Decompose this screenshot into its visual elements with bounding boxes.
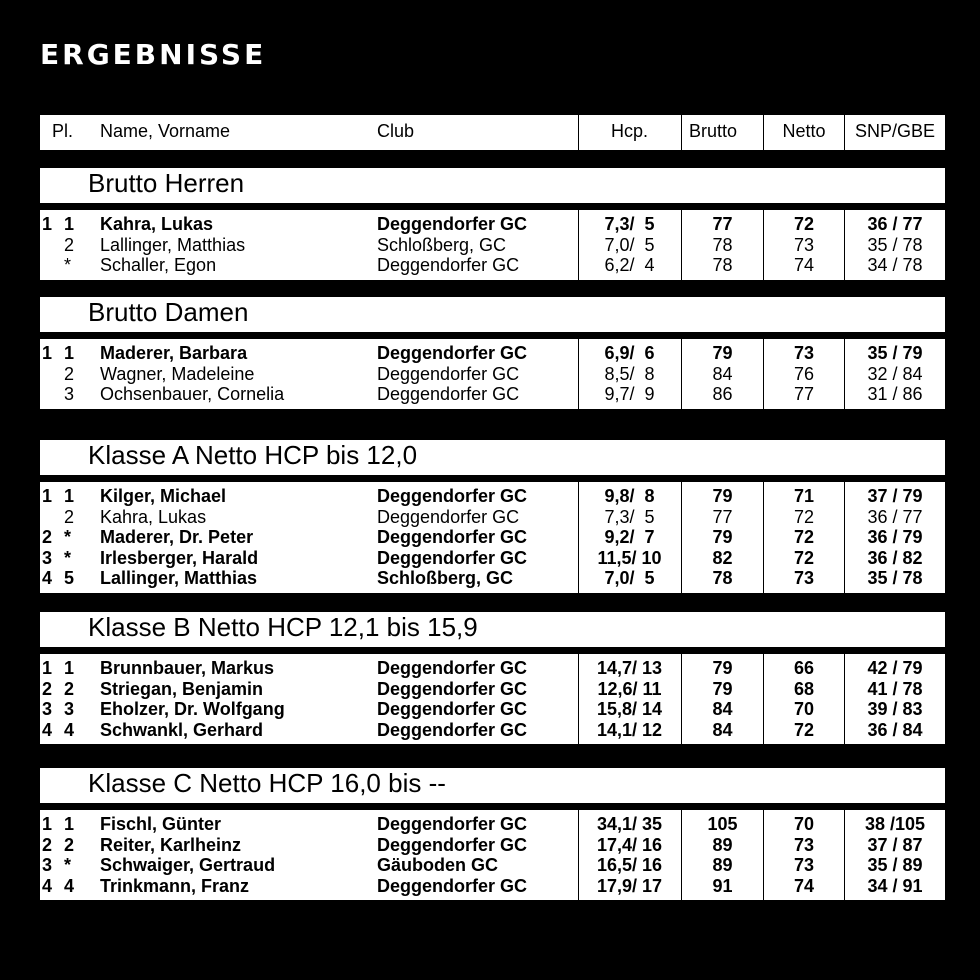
- col-snp: SNP/GBE: [854, 121, 936, 141]
- rank-cell: 2: [42, 834, 53, 855]
- brutto-score: 79: [712, 658, 733, 678]
- place-cell: 2: [64, 363, 75, 384]
- section-title-bar: [40, 768, 945, 803]
- club-name: Deggendorfer GC: [377, 834, 528, 855]
- hcp-value: 12,6/ 11: [597, 678, 662, 699]
- brutto-score: 91: [712, 875, 733, 896]
- hcp-value: 8,5/ 8: [604, 363, 655, 384]
- netto-score: 70: [793, 699, 815, 719]
- col-pl: Pl.: [52, 121, 74, 141]
- snp-gbe-value: 39 / 83: [867, 699, 923, 719]
- club-name: Deggendorfer GC: [377, 384, 520, 404]
- page-title: ERGEBNISSE: [40, 38, 267, 71]
- netto-score: 71: [793, 486, 815, 506]
- place-cell: 1: [64, 343, 75, 363]
- snp-gbe-value: 37 / 87: [867, 834, 923, 855]
- club-name: Deggendorfer GC: [377, 527, 528, 547]
- snp-gbe-value: 36 / 77: [867, 506, 923, 527]
- place-cell: *: [64, 527, 72, 547]
- results-table: [40, 810, 945, 900]
- netto-score: 73: [793, 568, 815, 588]
- snp-gbe-value: 36 / 84: [867, 719, 923, 740]
- player-name: Lallinger, Matthias: [100, 568, 258, 588]
- netto-score: 73: [793, 834, 815, 855]
- netto-score: 72: [793, 214, 815, 234]
- rank-cell: 4: [42, 875, 53, 896]
- brutto-score: 77: [712, 214, 733, 234]
- hcp-value: 34,1/ 35: [596, 814, 663, 834]
- results-table: [40, 482, 945, 593]
- hcp-value: 14,1/ 12: [596, 719, 663, 740]
- brutto-score: 84: [712, 719, 733, 740]
- club-name: Gäuboden GC: [377, 855, 498, 875]
- place-cell: *: [64, 855, 72, 875]
- table-row: [40, 699, 945, 720]
- player-name: Reiter, Karlheinz: [100, 834, 242, 855]
- divider: [578, 115, 579, 150]
- player-name: Lallinger, Matthias: [100, 234, 246, 255]
- brutto-score: 86: [712, 384, 733, 404]
- hcp-value: 7,0/ 5: [604, 568, 655, 588]
- section-title-bar: [40, 297, 945, 332]
- snp-gbe-value: 34 / 91: [867, 875, 923, 896]
- snp-gbe-value: 34 / 78: [867, 255, 923, 275]
- table-row: [40, 486, 945, 507]
- rank-cell: 3: [42, 547, 53, 568]
- club-name: Deggendorfer GC: [377, 506, 520, 527]
- brutto-score: 78: [712, 234, 733, 255]
- player-name: Fischl, Günter: [100, 814, 222, 834]
- club-name: Deggendorfer GC: [377, 875, 528, 896]
- netto-score: 76: [793, 363, 815, 384]
- section-title-bar: [40, 168, 945, 203]
- netto-score: 77: [793, 384, 815, 404]
- place-cell: 2: [64, 234, 75, 255]
- place-cell: 1: [64, 814, 75, 834]
- netto-score: 74: [793, 875, 815, 896]
- section-title: Klasse B Netto HCP 12,1 bis 15,9: [88, 612, 478, 642]
- hcp-value: 17,4/ 16: [596, 834, 663, 855]
- club-name: Deggendorfer GC: [377, 214, 528, 234]
- table-row: [40, 548, 945, 569]
- col-brutto: Brutto: [688, 121, 738, 141]
- player-name: Kahra, Lukas: [100, 214, 214, 234]
- player-name: Schwaiger, Gertraud: [100, 855, 276, 875]
- section-title: Klasse C Netto HCP 16,0 bis --: [88, 768, 446, 798]
- place-cell: 2: [64, 678, 75, 699]
- brutto-score: 77: [712, 506, 733, 527]
- section-title-bar: [40, 440, 945, 475]
- player-name: Maderer, Barbara: [100, 343, 248, 363]
- rank-cell: 1: [42, 343, 53, 363]
- player-name: Maderer, Dr. Peter: [100, 527, 254, 547]
- snp-gbe-value: 35 / 89: [867, 855, 923, 875]
- rank-cell: 3: [42, 855, 53, 875]
- player-name: Kilger, Michael: [100, 486, 227, 506]
- section-title-bar: [40, 612, 945, 647]
- brutto-score: 78: [712, 568, 733, 588]
- snp-gbe-value: 42 / 79: [867, 658, 923, 678]
- place-cell: 5: [64, 568, 75, 588]
- place-cell: 1: [64, 214, 75, 234]
- club-name: Deggendorfer GC: [377, 363, 520, 384]
- player-name: Schaller, Egon: [100, 255, 217, 275]
- netto-score: 66: [793, 658, 815, 678]
- hcp-value: 14,7/ 13: [596, 658, 663, 678]
- col-hcp: Hcp.: [610, 121, 648, 141]
- netto-score: 74: [793, 255, 815, 275]
- hcp-value: 17,9/ 17: [596, 875, 663, 896]
- brutto-score: 79: [712, 343, 733, 363]
- netto-score: 73: [793, 855, 815, 875]
- snp-gbe-value: 41 / 78: [867, 678, 923, 699]
- hcp-value: 9,2/ 7: [604, 527, 655, 547]
- table-row: [40, 235, 945, 256]
- col-name: Name, Vorname: [100, 121, 231, 141]
- hcp-value: 16,5/ 16: [596, 855, 663, 875]
- section-title: Brutto Damen: [88, 297, 249, 327]
- player-name: Irlesberger, Harald: [100, 547, 259, 568]
- netto-score: 72: [793, 547, 815, 568]
- snp-gbe-value: 37 / 79: [867, 486, 923, 506]
- player-name: Kahra, Lukas: [100, 506, 207, 527]
- table-row: [40, 835, 945, 856]
- place-cell: 3: [64, 384, 75, 404]
- club-name: Deggendorfer GC: [377, 678, 528, 699]
- snp-gbe-value: 36 / 79: [867, 527, 923, 547]
- snp-gbe-value: 31 / 86: [867, 384, 923, 404]
- divider: [681, 115, 682, 150]
- player-name: Brunnbauer, Markus: [100, 658, 275, 678]
- col-club: Club: [377, 121, 415, 141]
- brutto-score: 89: [712, 834, 733, 855]
- club-name: Deggendorfer GC: [377, 486, 528, 506]
- table-row: [40, 876, 945, 897]
- results-table: [40, 654, 945, 744]
- table-row: [40, 568, 945, 589]
- place-cell: 4: [64, 719, 75, 740]
- brutto-score: 105: [707, 814, 738, 834]
- hcp-value: 6,9/ 6: [604, 343, 655, 363]
- club-name: Deggendorfer GC: [377, 814, 528, 834]
- section-title: Klasse A Netto HCP bis 12,0: [88, 440, 418, 470]
- netto-score: 68: [793, 678, 815, 699]
- table-row: [40, 855, 945, 876]
- hcp-value: 7,3/ 5: [604, 214, 655, 234]
- column-header: [40, 115, 945, 150]
- club-name: Deggendorfer GC: [377, 547, 528, 568]
- player-name: Wagner, Madeleine: [100, 363, 255, 384]
- table-row: [40, 679, 945, 700]
- rank-cell: 1: [42, 814, 53, 834]
- table-row: [40, 507, 945, 528]
- player-name: Schwankl, Gerhard: [100, 719, 264, 740]
- table-row: [40, 255, 945, 276]
- brutto-score: 84: [712, 363, 733, 384]
- rank-cell: 4: [42, 719, 53, 740]
- rank-cell: 2: [42, 678, 53, 699]
- club-name: Deggendorfer GC: [377, 699, 528, 719]
- place-cell: 2: [64, 506, 75, 527]
- place-cell: 1: [64, 658, 75, 678]
- player-name: Eholzer, Dr. Wolfgang: [100, 699, 285, 719]
- table-row: [40, 720, 945, 741]
- table-row: [40, 384, 945, 405]
- place-cell: *: [64, 255, 72, 275]
- club-name: Deggendorfer GC: [377, 719, 528, 740]
- player-name: Ochsenbauer, Cornelia: [100, 384, 285, 404]
- table-row: [40, 364, 945, 385]
- divider: [763, 115, 764, 150]
- divider: [844, 115, 845, 150]
- rank-cell: 1: [42, 214, 53, 234]
- hcp-value: 7,0/ 5: [604, 234, 655, 255]
- club-name: Deggendorfer GC: [377, 658, 528, 678]
- place-cell: 2: [64, 834, 75, 855]
- brutto-score: 84: [712, 699, 733, 719]
- snp-gbe-value: 36 / 77: [867, 214, 923, 234]
- place-cell: 3: [64, 699, 75, 719]
- hcp-value: 7,3/ 5: [604, 506, 655, 527]
- snp-gbe-value: 35 / 78: [867, 568, 923, 588]
- table-row: [40, 343, 945, 364]
- brutto-score: 78: [712, 255, 733, 275]
- snp-gbe-value: 32 / 84: [867, 363, 923, 384]
- player-name: Striegan, Benjamin: [100, 678, 264, 699]
- brutto-score: 79: [712, 486, 733, 506]
- snp-gbe-value: 35 / 78: [867, 234, 923, 255]
- brutto-score: 79: [712, 527, 733, 547]
- place-cell: 4: [64, 875, 75, 896]
- player-name: Trinkmann, Franz: [100, 875, 250, 896]
- brutto-score: 89: [712, 855, 733, 875]
- netto-score: 72: [793, 527, 815, 547]
- netto-score: 72: [793, 719, 815, 740]
- brutto-score: 82: [712, 547, 733, 568]
- netto-score: 70: [793, 814, 815, 834]
- place-cell: 1: [64, 486, 75, 506]
- hcp-value: 9,8/ 8: [604, 486, 655, 506]
- rank-cell: 4: [42, 568, 53, 588]
- rank-cell: 1: [42, 658, 53, 678]
- club-name: Schloßberg, GC: [377, 568, 514, 588]
- snp-gbe-value: 36 / 82: [867, 547, 923, 568]
- results-table: [40, 210, 945, 280]
- hcp-value: 9,7/ 9: [604, 384, 655, 404]
- table-row: [40, 527, 945, 548]
- place-cell: *: [64, 547, 72, 568]
- club-name: Deggendorfer GC: [377, 255, 520, 275]
- rank-cell: 1: [42, 486, 53, 506]
- brutto-score: 79: [712, 678, 733, 699]
- snp-gbe-value: 38 /105: [864, 814, 926, 834]
- table-row: [40, 658, 945, 679]
- table-row: [40, 814, 945, 835]
- rank-cell: 2: [42, 527, 53, 547]
- club-name: Schloßberg, GC: [377, 234, 507, 255]
- netto-score: 72: [793, 506, 815, 527]
- table-row: [40, 214, 945, 235]
- hcp-value: 11,5/ 10: [597, 547, 662, 568]
- results-table: [40, 339, 945, 409]
- rank-cell: 3: [42, 699, 53, 719]
- netto-score: 73: [793, 343, 815, 363]
- hcp-value: 6,2/ 4: [604, 255, 655, 275]
- section-title: Brutto Herren: [88, 168, 245, 198]
- netto-score: 73: [793, 234, 815, 255]
- club-name: Deggendorfer GC: [377, 343, 528, 363]
- snp-gbe-value: 35 / 79: [867, 343, 923, 363]
- hcp-value: 15,8/ 14: [596, 699, 663, 719]
- col-netto: Netto: [782, 121, 826, 141]
